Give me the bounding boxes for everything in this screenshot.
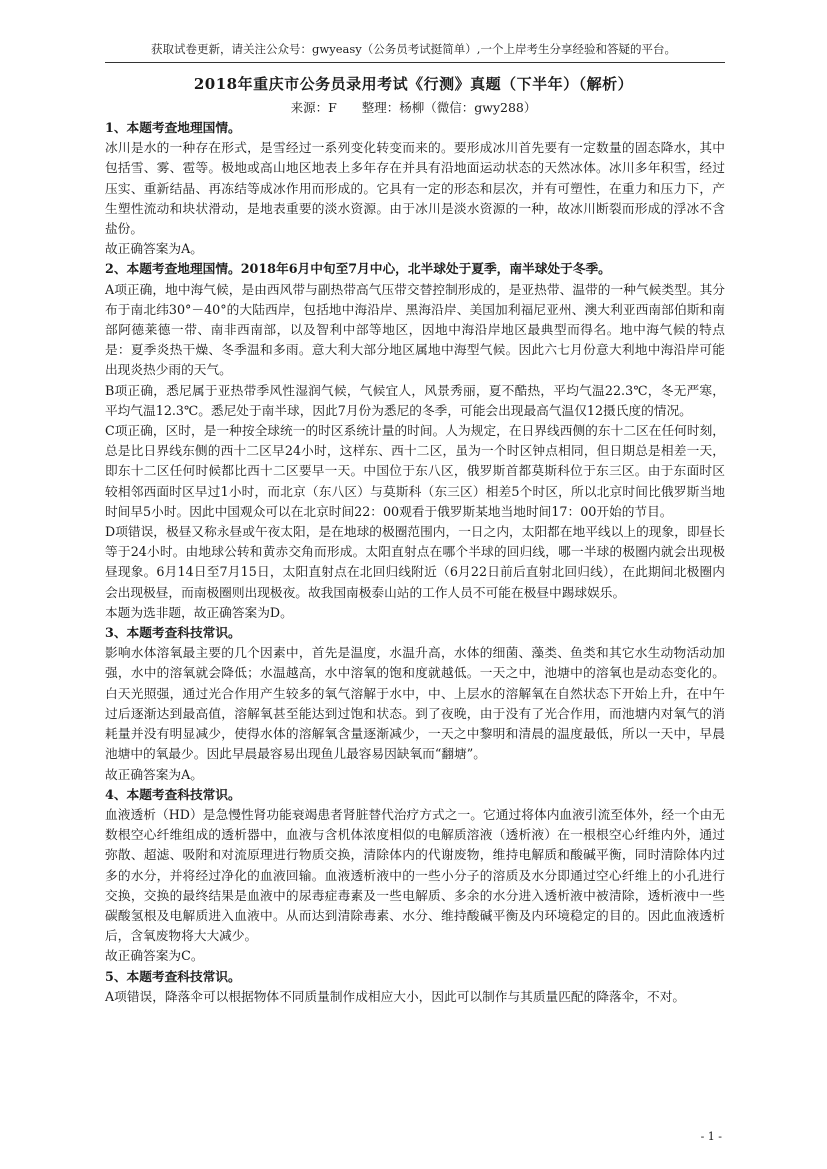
question-heading: 1、本题考查地理国情。 — [105, 120, 241, 135]
question-heading: 4、本题考查科技常识。 — [105, 786, 241, 802]
question-heading: 2、本题考查地理国情。2018年6月中旬至7月中心，北半球处于夏季，南半球处于冬季。 — [105, 261, 611, 277]
paragraph: D项错误，极昼又称永昼或午夜太阳，是在地球的极圈范围内，一日之内，太阳都在地平线以上的现象，即昼长等于24小时。由地球公转和黄赤交角而形成。太阳直射点在哪个半球的回归线，哪一半球的极圈内就会出现极昼现象。6月14日至7月15日，太阳直射点在北回归线附近（6月22日前后直射北回归线），在此期间北极圈内会出现极昼，而南极圈则出现极夜。故我国南极泰山站的工作人员不可能在极昼中踢球娱乐。 — [105, 524, 725, 600]
paragraph: 血液透析（HD）是急慢性肾功能衰竭患者肾脏替代治疗方式之一。它通过将体内血液引流至体外，经一个由无数根空心纤维组成的透析器中，血液与含机体浓度相似的电解质溶液（透析液）在一根根空心纤维内外，通过弥散、超滤、吸附和对流原理进行物质交换，清除体内的代谢废物，维持电解质和酸碱平衡，同时清除体内过多的水分，并将经过净化的血液回输。血液透析液中的一些小分子的溶质及水分即通过空心纤维上的小孔进行交换，交换的最终结果是血液中的尿毒症毒素及一些电解质、多余的水分进入透析液中被清除，透析液中一些碳酸氢根及电解质进入血液中。从而达到清除毒素、水分、维持酸碱平衡及内环境稳定的目的。因此血液透析后，含氧废物将大大减少。 — [105, 806, 725, 944]
paragraph: A项正确，地中海气候，是由西风带与副热带高气压带交替控制形成的，是亚热带、温带的一种气候类型。其分布于南北纬30°－40°的大陆西岸，包括地中海沿岸、黑海沿岸、美国加利福尼亚州、澳大利亚西南部伯斯和南部阿德莱德一带、南非西南部，以及智利中部等地区，因地中海沿岸地区最典型而得名。地中海气候的特点是：夏季炎热干燥、冬季温和多雨。意大利大部分地区属地中海型气候。因此六七月份意大利地中海沿岸可能出现炎热少雨的天气。 — [105, 281, 725, 378]
question-heading: 3、本题考查科技常识。 — [105, 625, 241, 641]
header-divider — [105, 62, 725, 63]
paragraph: 故正确答案为A。 — [105, 241, 203, 257]
document-body — [105, 118, 725, 1007]
paragraph: B项正确，悉尼属于亚热带季风性湿润气候，气候宜人，风景秀丽，夏不酷热，平均气温22.3℃，冬无严寒，平均气温12.3℃。悉尼处于南半球，因此7月份为悉尼的冬季，可能会出现最高气温仅12摄氏度的情况。 — [105, 382, 725, 418]
paragraph: 故正确答案为C。 — [105, 948, 204, 964]
page-number: - 1 - — [700, 1130, 722, 1143]
source-line: 来源：F 整理：杨柳（微信：gwy288） — [290, 100, 537, 115]
document-title: 2018年重庆市公务员录用考试《行测》真题（下半年）（解析） — [193, 75, 634, 93]
paragraph: C项正确，区时，是一种按全球统一的时区系统计量的时间。人为规定，在日界线西侧的东十二区在任何时刻，总是比日界线东侧的西十二区早24小时，这样东、西十二区，虽为一个时区钟点相同，但日期总是相差一天，即东十二区任何时候都比西十二区要早一天。中国位于东八区，俄罗斯首都莫斯科位于东三区。由于东面时区较相邻西面时区早过1小时，而北京（东八区）与莫斯科（东三区）相差5个时区，所以北京时间比俄罗斯当地时间早5小时。因此中国观众可以在北京时间22：00观看于俄罗斯某地当地时间17：00开始的节目。 — [105, 423, 725, 519]
paragraph: 本题为选非题，故正确答案为D。 — [105, 604, 293, 620]
paragraph: A项错误，降落伞可以根据物体不同质量制作成相应大小，因此可以制作与其质量匹配的降落伞，不对。 — [105, 988, 686, 1004]
page-header: 获取试卷更新，请关注公众号：gwyeasy（公务员考试挺简单）,一个上岸考生分享经验和答疑的平台。 — [151, 42, 676, 56]
question-heading: 5、本题考查科技常识。 — [105, 968, 241, 984]
paragraph: 故正确答案为A。 — [105, 766, 203, 782]
paragraph: 影响水体溶氧最主要的几个因素中，首先是温度，水温升高，水体的细菌、藻类、鱼类和其它水生动物活动加强，水中的溶氧就会降低；水温越高，水中溶氧的饱和度就越低。一天之中，池塘中的溶氧也是动态变化的。白天光照强，通过光合作用产生较多的氧气溶解于水中，中、上层水的溶解氧在自然状态下开始上升，在中午过后逐渐达到最高值，溶解氧甚至能达到过饱和状态。到了夜晚，由于没有了光合作用，而池塘内对氧气的消耗量并没有明显减少，使得水体的溶解氧含量逐渐减少，一天之中黎明和清晨的温度最低，所以一天中，早晨池塘中的氧最少。因此早晨最容易出现鱼儿最容易因缺氧而“翻塘”。 — [105, 645, 725, 762]
paragraph: 冰川是水的一种存在形式，是雪经过一系列变化转变而来的。要形成冰川首先要有一定数量的固态降水，其中包括雪、雾、雹等。极地或高山地区地表上多年存在并具有沿地面运动状态的天然冰体。冰川多年积雪，经过压实、重新结晶、再冻结等成冰作用而形成的。它具有一定的形态和层次，并有可塑性，在重力和压力下，产生塑性流动和块状滑动，是地表重要的淡水资源。由于冰川是淡水资源的一种，故冰川断裂而形成的浮冰不含盐份。 — [105, 140, 725, 237]
